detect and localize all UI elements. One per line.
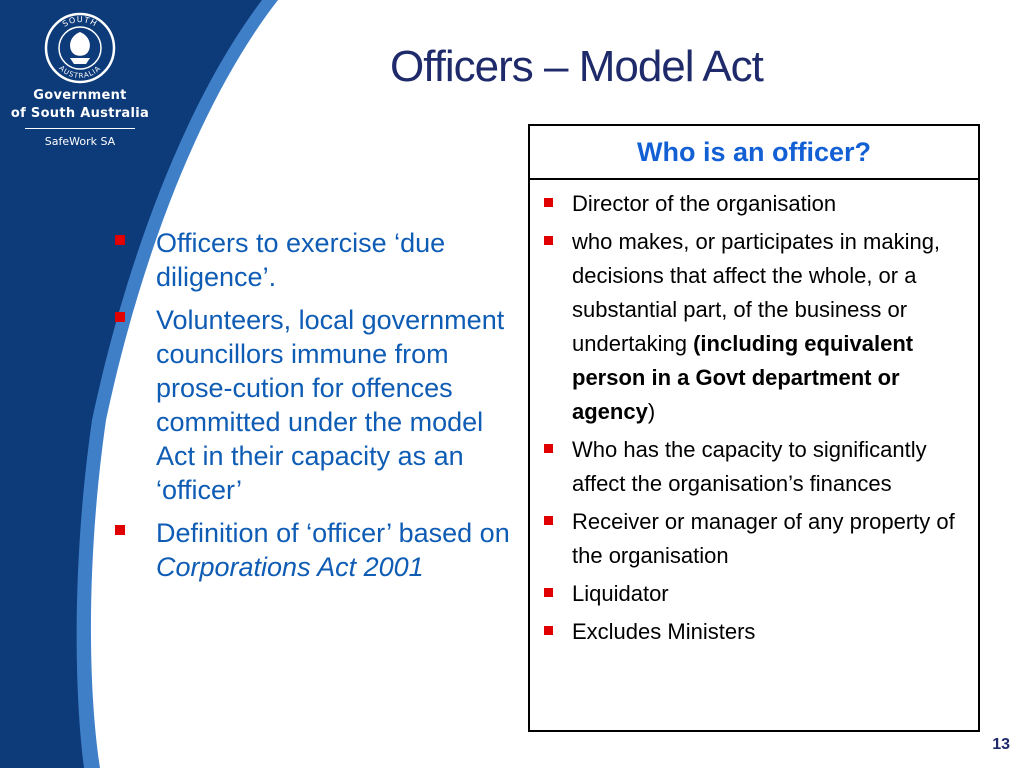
seal-top-text: SOUTH (60, 14, 99, 29)
bullet-item (112, 516, 512, 584)
panel-heading: Who is an officer? (530, 126, 978, 180)
act-name: Corporations Act 2001 (156, 552, 424, 582)
panel-item-text: Liquidator (572, 581, 669, 606)
bullet-item (112, 303, 512, 507)
government-line-2: of South Australia (10, 106, 150, 121)
bullet-square-icon (544, 444, 553, 453)
panel-item (530, 225, 970, 429)
bullet-square-icon (544, 236, 553, 245)
brand-divider (25, 128, 135, 129)
panel-item-text: who makes, or participates in making, decisions that affect the whole, or a substantial part, of the business or undertaking (572, 229, 941, 356)
panel-item-text: Director of the organisation (572, 191, 837, 216)
slide-title: Officers – Model Act (390, 42, 763, 91)
panel-item-text: Receiver or manager of any property of the organisation (572, 509, 955, 568)
panel-item-text: Excludes Ministers (572, 619, 756, 644)
panel-item (530, 187, 970, 221)
panel-item (530, 577, 970, 611)
bullet-text: Definition of ‘officer’ based on (156, 518, 510, 548)
panel-item-text: Who has the capacity to significantly affect the organisation’s finances (572, 437, 927, 496)
panel-item (530, 615, 970, 649)
panel-item (530, 505, 970, 573)
bullet-square-icon (544, 198, 553, 207)
seal-bottom-text: AUSTRALIA (57, 64, 103, 81)
bullet-text: Officers to exercise ‘due diligence’. (156, 228, 446, 292)
government-line-1: Government (33, 88, 127, 103)
page-number: 13 (992, 736, 1010, 753)
bullet-square-icon (115, 235, 125, 245)
bullet-square-icon (115, 525, 125, 535)
panel-item-tail: ) (647, 399, 656, 424)
bullet-square-icon (115, 312, 125, 322)
bullet-item (112, 226, 512, 294)
bullet-square-icon (544, 516, 553, 525)
south-australia-seal-icon (40, 10, 120, 86)
bullet-text: Volunteers, local government councillors immune from prose-cution for offences committed under the model Act in their capacity as an ‘officer’ (156, 305, 505, 505)
agency-name: SafeWork SA (44, 135, 116, 148)
bullet-square-icon (544, 588, 553, 597)
panel-item (530, 433, 970, 501)
panel-list (530, 180, 978, 649)
main-bullet-list (112, 226, 512, 593)
panel-item-bold-text: (including equivalent person in a Govt department or agency (572, 331, 914, 424)
officer-definition-panel (528, 124, 980, 732)
bullet-square-icon (544, 626, 553, 635)
government-brand (0, 10, 160, 148)
